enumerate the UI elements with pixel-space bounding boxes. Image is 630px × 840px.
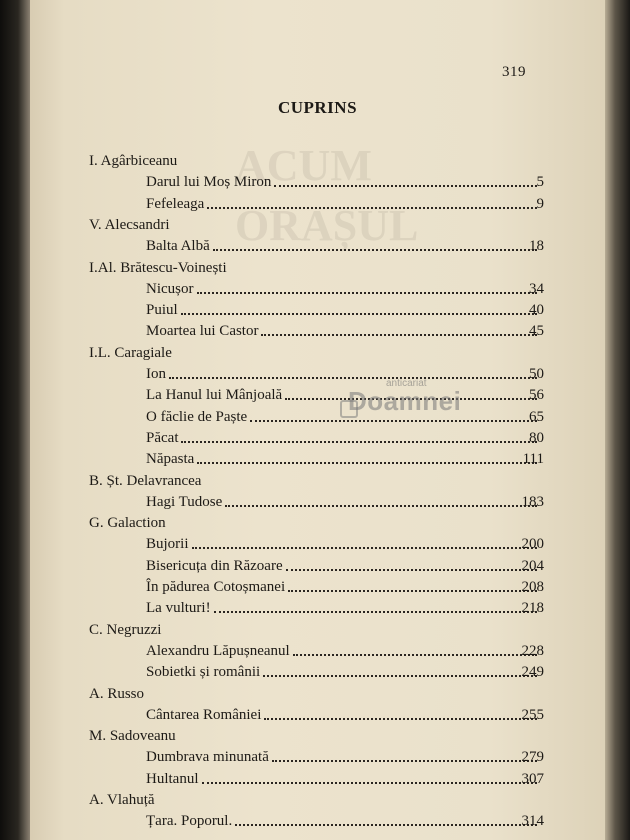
toc-author: V. Alecsandri (89, 216, 170, 233)
toc-leader-dots (274, 171, 537, 187)
toc-entry (146, 597, 540, 619)
toc-page-number: 18 (529, 238, 544, 255)
toc-leader-dots (288, 576, 537, 592)
toc-leader-dots (225, 491, 537, 507)
toc-entry (146, 171, 540, 193)
toc-author: A. Vlahuță (89, 792, 155, 808)
page-title: CUPRINS (277, 98, 358, 117)
toc-page-number: 9 (536, 195, 544, 212)
toc-page-number: 80 (529, 429, 544, 446)
toc-entry-title: Fefeleaga (146, 195, 205, 212)
show-through-text: ACUM (235, 141, 372, 190)
toc-leader-dots (197, 278, 538, 294)
toc-page-number: 200 (521, 536, 544, 553)
toc-leader-dots (235, 810, 537, 826)
watermark-small-text: anticariat (386, 378, 427, 389)
toc-page-number: 50 (529, 366, 544, 382)
toc-entry-title: Păcat (146, 429, 179, 446)
toc-leader-dots (202, 768, 538, 784)
toc-entry-title: La vulturi! (146, 600, 211, 617)
toc-entry-title: Sobietki și românii (146, 664, 261, 681)
toc-entry (146, 768, 540, 790)
toc-entry-title: O făclie de Paște (146, 408, 248, 425)
toc-entry (146, 810, 540, 832)
toc-entry-title: Moartea lui Castor (146, 323, 259, 340)
toc-entry (146, 704, 540, 726)
toc-page-number: 56 (529, 387, 544, 404)
watermark-big-text: Doamnei (348, 386, 462, 416)
toc-page-number: 218 (521, 600, 544, 617)
toc-entry (146, 640, 540, 662)
toc-entry (146, 448, 540, 470)
page-number: 319 (502, 64, 526, 80)
toc-page-number: 45 (529, 323, 544, 340)
book-page (30, 0, 605, 840)
toc-entry-title: Țara. Poporul. (146, 813, 233, 830)
toc-author: G. Galaction (89, 515, 166, 532)
toc-page-number: 111 (522, 451, 544, 468)
toc-entry-title: Bisericuța din Răzoare (146, 557, 283, 574)
watermark-logo (348, 378, 462, 428)
toc-entry (146, 278, 540, 300)
toc-page-number: 208 (521, 579, 544, 595)
toc-entry-title: La Hanul lui Mânjoală (146, 387, 283, 404)
toc-leader-dots (263, 661, 537, 677)
toc-leader-dots (261, 320, 537, 336)
toc-entry (146, 576, 540, 598)
toc-page-number: 307 (521, 770, 544, 787)
toc-author: A. Russo (89, 685, 145, 702)
toc-leader-dots (207, 193, 537, 209)
toc-entry-title: Nicușor (146, 280, 194, 297)
toc-page-number: 249 (521, 664, 544, 681)
toc-author: M. Sadoveanu (89, 728, 176, 745)
toc-author: I.L. Caragiale (89, 344, 172, 361)
book-gutter-shadow (0, 0, 30, 840)
toc-page-number: 5 (536, 174, 544, 191)
toc-entry-title: Bujorii (146, 536, 189, 553)
toc-leader-dots (192, 533, 537, 549)
toc-entry (146, 320, 540, 342)
book-edge-shadow (605, 0, 630, 840)
show-through-text: ORAȘUL (235, 201, 419, 250)
toc-entry-title: Hagi Tudose (146, 493, 223, 510)
toc-entry-title: Năpasta (146, 451, 195, 468)
toc-page-number: 183 (521, 493, 544, 510)
toc-entry-title: Darul lui Moș Miron (146, 174, 272, 191)
toc-entry-title: În pădurea Cotoșmanei (146, 579, 286, 595)
toc-entry-title: Dumbrava minunată (146, 749, 269, 766)
toc-entry (146, 299, 540, 321)
toc-page-number: 255 (521, 706, 544, 723)
toc-leader-dots (181, 427, 537, 443)
toc-author: I. Agârbiceanu (89, 153, 178, 169)
toc-entry-title: Balta Albă (146, 238, 210, 255)
toc-entry (146, 193, 540, 215)
toc-page-number: 228 (521, 642, 544, 659)
toc-page-number: 40 (529, 302, 544, 319)
toc-entry (146, 661, 540, 683)
toc-leader-dots (286, 555, 537, 571)
toc-page-number: 204 (521, 557, 544, 574)
toc-leader-dots (264, 704, 537, 720)
toc-entry-title: Alexandru Lăpușneanul (146, 642, 290, 659)
toc-page-number: 65 (529, 408, 544, 425)
toc-entry (146, 555, 540, 577)
toc-leader-dots (214, 597, 537, 613)
toc-entry (146, 363, 540, 385)
toc-page-number: 34 (529, 280, 544, 297)
toc-entry-title: Ion (146, 366, 166, 382)
toc-leader-dots (272, 746, 537, 762)
toc-entry-title: Cântarea României (146, 706, 262, 723)
toc-author: I.Al. Brătescu-Voinești (89, 259, 227, 276)
toc-entry-title: Puiul (146, 302, 178, 319)
toc-entry-title: Hultanul (146, 770, 199, 787)
toc-entry (146, 427, 540, 449)
toc-leader-dots (213, 235, 537, 251)
toc-entry (146, 491, 540, 513)
toc-leader-dots (197, 448, 537, 464)
toc-entry (146, 746, 540, 768)
toc-leader-dots (293, 640, 537, 656)
toc-author: B. Șt. Delavrancea (89, 472, 202, 489)
toc-page-number: 279 (521, 749, 544, 766)
toc-leader-dots (169, 363, 537, 379)
toc-entry (146, 235, 540, 257)
toc-leader-dots (181, 299, 537, 315)
toc-entry (146, 533, 540, 555)
toc-page-number: 314 (521, 813, 544, 830)
toc-author: C. Negruzzi (89, 621, 162, 638)
